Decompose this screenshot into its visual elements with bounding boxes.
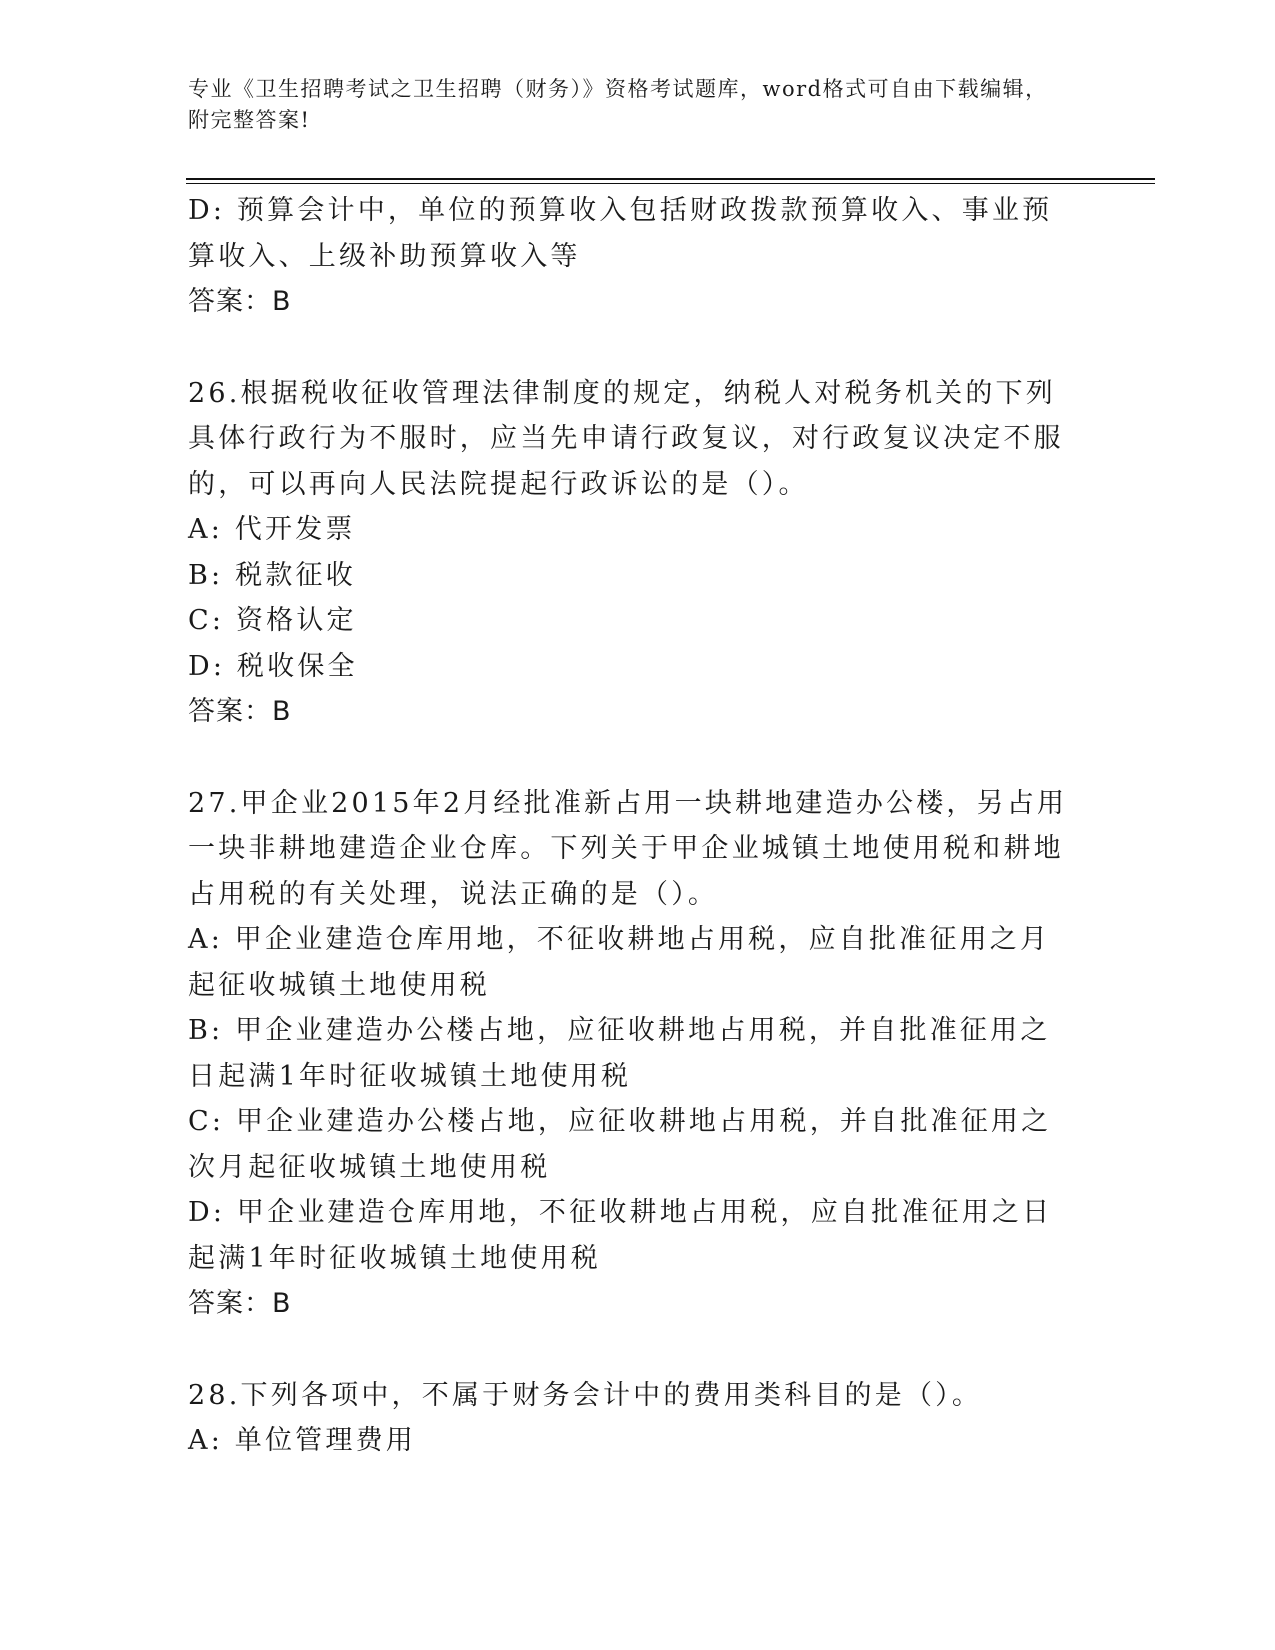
- question-26-option-a: A: 代开发票: [188, 514, 356, 545]
- spacer: [188, 325, 1078, 371]
- question-26-stem: 26.根据税收征收管理法律制度的规定，纳税人对税务机关的下列具体行政行为不服时，应当先申请行政复议，对行政复议决定不服的，可以再向人民法院提起行政诉讼的是（）。: [188, 377, 1064, 500]
- question-27-option-d: D: 甲企业建造仓库用地，不征收耕地占用税，应自批准征用之日起满1年时征收城镇土地使用税: [188, 1197, 1053, 1274]
- question-26-option-b: B: 税款征收: [188, 559, 356, 591]
- document-header: 专业《卫生招聘考试之卫生招聘（财务）》资格考试题库，word格式可自由下载编辑，附完整答案!: [188, 77, 1048, 132]
- question-28-stem: 28.下列各项中，不属于财务会计中的费用类科目的是（）。: [188, 1379, 983, 1411]
- prev-question-answer: 答案：B: [188, 286, 292, 317]
- question-27-answer: 答案：B: [188, 1288, 292, 1319]
- question-26-option-d: D: 税收保全: [188, 650, 358, 682]
- header-rule-thick: [186, 178, 1155, 180]
- question-27-option-b: B: 甲企业建造办公楼占地，应征收耕地占用税，并自批准征用之日起满1年时征收城镇土地使用税: [188, 1015, 1051, 1092]
- prev-question-option-d: D: 预算会计中，单位的预算收入包括财政拨款预算收入、事业预算收入、上级补助预算收入等: [188, 195, 1053, 272]
- question-26-option-c: C: 资格认定: [188, 605, 357, 636]
- spacer: [188, 1327, 1078, 1373]
- question-26-answer: 答案：B: [188, 696, 292, 727]
- question-27-stem: 27.甲企业2015年2月经批准新占用一块耕地建造办公楼，另占用一块非耕地建造企业仓库。下列关于甲企业城镇土地使用税和耕地占用税的有关处理，说法正确的是（）。: [188, 787, 1068, 910]
- question-28-option-a: A: 单位管理费用: [188, 1425, 416, 1456]
- question-27-option-a: A: 甲企业建造仓库用地，不征收耕地占用税，应自批准征用之月起征收城镇土地使用税: [188, 924, 1051, 1001]
- spacer: [188, 735, 1078, 781]
- question-27-option-c: C: 甲企业建造办公楼占地，应征收耕地占用税，并自批准征用之次月起征收城镇土地使用税: [188, 1106, 1052, 1183]
- header-rule-thin: [186, 183, 1155, 184]
- question-content: [188, 188, 1078, 1464]
